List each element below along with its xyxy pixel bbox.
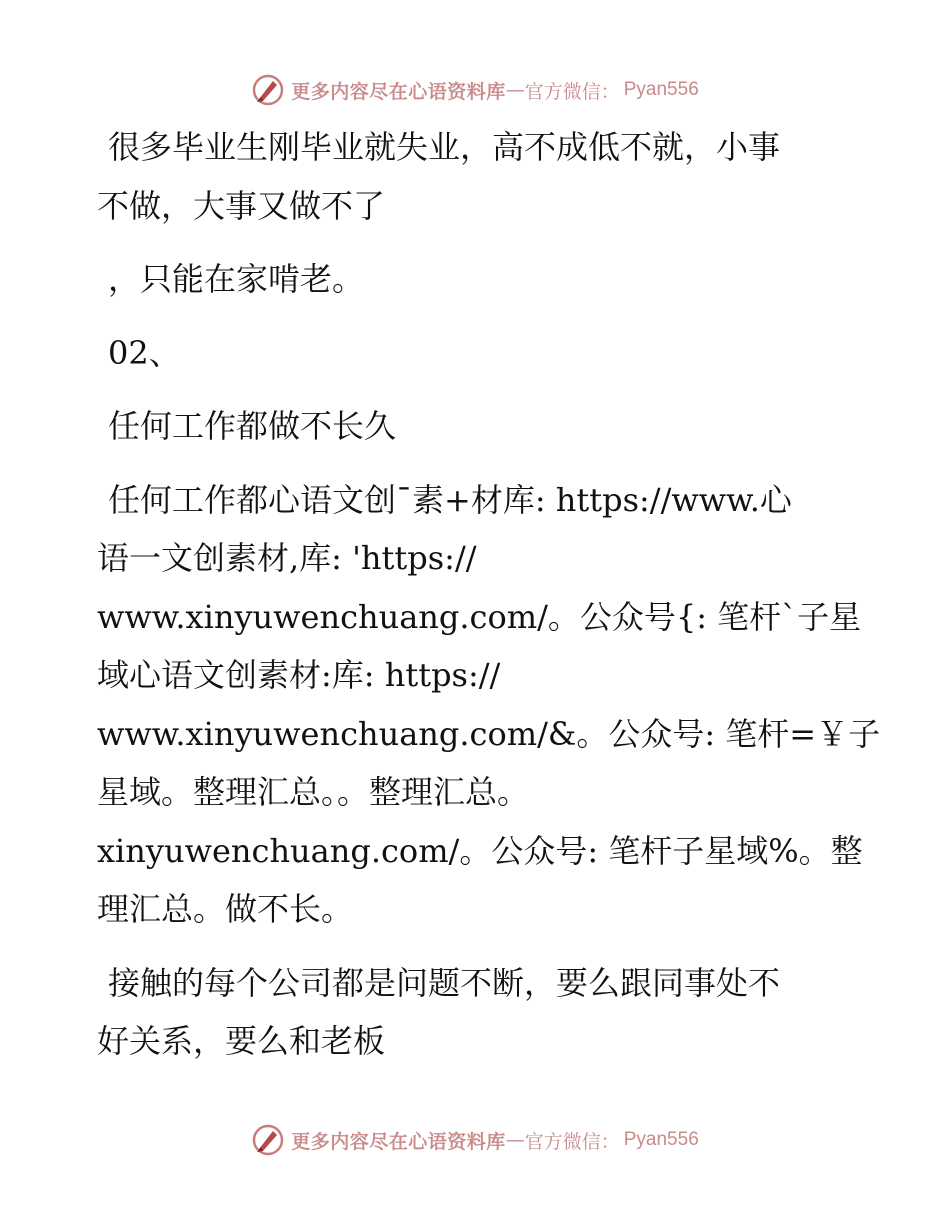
section-heading (97, 397, 857, 456)
text-line: www.xinyuwenchuang.com/&。公众号: 笔杆=￥子 (97, 714, 881, 753)
paragraph-3 (97, 471, 881, 939)
footer-wechat-label: 官方微信： (524, 1130, 620, 1153)
text-line: 域心语文创素材:库: https:// (97, 656, 501, 694)
text-line: 语一文创素材,库: 'https:// (97, 539, 477, 577)
text-line: www.xinyuwenchuang.com/。公众号{: 笔杆`子星 (97, 597, 862, 636)
text-line: 好关系，要么和老板 (97, 1022, 386, 1060)
header-wechat-id: Pyan556 (623, 79, 699, 100)
header-wechat-label: 官方微信： (524, 80, 620, 103)
header-dash: — (505, 79, 525, 101)
text-line: 任何工作都心语文创¯素+材库: https://www.心 (108, 480, 792, 519)
paragraph-4 (97, 954, 857, 1071)
text-line: xinyuwenchuang.com/。公众号: 笔杆子星域%。整 (97, 831, 863, 870)
paragraph-1 (97, 118, 857, 235)
text-line: 02、 (108, 333, 181, 372)
pen-logo-icon (251, 73, 285, 107)
footer-wechat-id: Pyan556 (623, 1129, 699, 1150)
text-line: ，只能在家啃老。 (108, 260, 365, 298)
pen-logo-icon (251, 1123, 285, 1157)
text-line: 星域。整理汇总。。整理汇总。 (97, 773, 530, 811)
paragraph-2 (97, 250, 857, 309)
footer-site-text: 更多内容尽在心语资料库 (291, 1130, 506, 1153)
header-banner (0, 70, 950, 110)
header-site-text: 更多内容尽在心语资料库 (291, 80, 506, 103)
text-line: 理汇总。做不长。 (97, 890, 354, 928)
text-line: 任何工作都做不长久 (108, 407, 397, 445)
footer-banner (0, 1120, 950, 1160)
text-line: 不做，大事又做不了 (97, 186, 386, 225)
section-number (97, 324, 857, 383)
text-line: 很多毕业生刚毕业就失业，高不成低不就，小事 (108, 128, 781, 166)
text-line: 接触的每个公司都是问题不断，要么跟同事处不 (108, 963, 781, 1002)
footer-dash: — (505, 1129, 525, 1151)
document-body (97, 118, 881, 1086)
